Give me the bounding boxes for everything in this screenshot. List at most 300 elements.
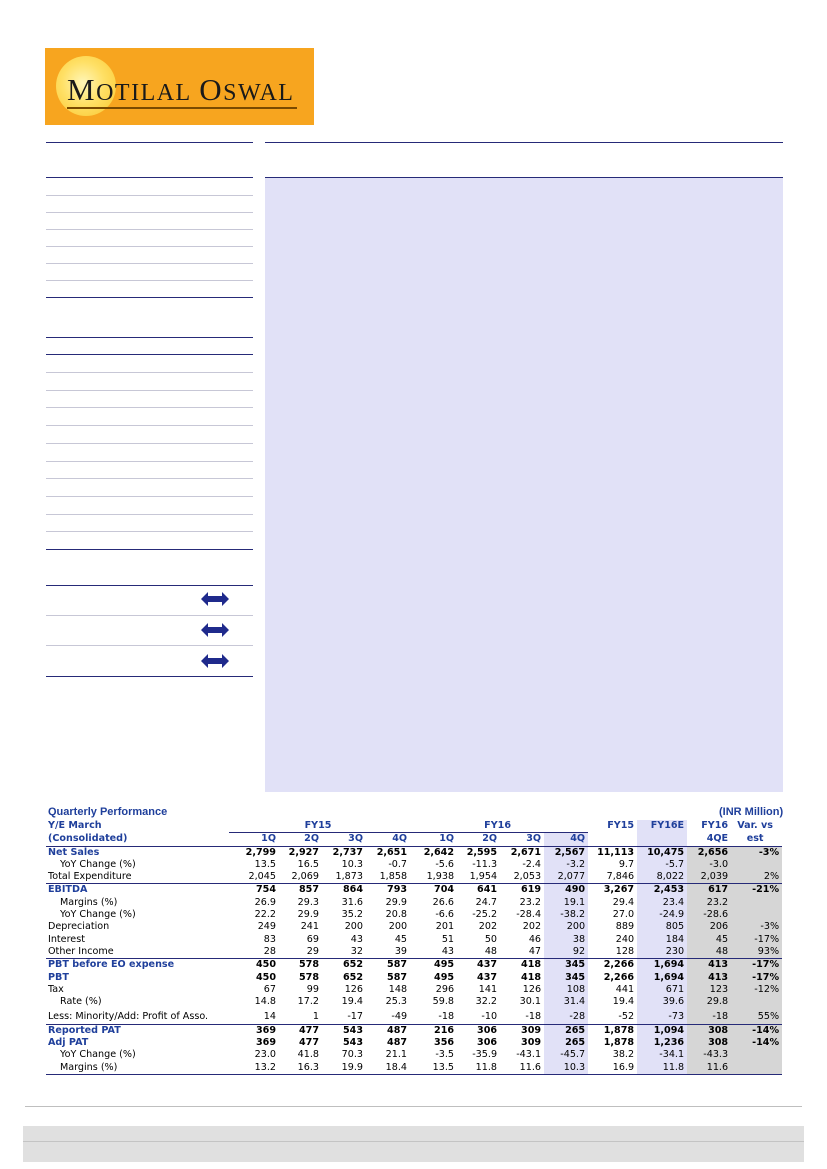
table-cell: 200: [388, 921, 408, 933]
table-cell: -28.4: [516, 909, 542, 921]
table-cell: -49: [391, 1011, 408, 1023]
table-cell: 1: [312, 1011, 319, 1023]
footer-rule: [25, 1106, 802, 1107]
table-cell: 441: [615, 983, 635, 995]
table-cell: 2,053: [513, 871, 542, 883]
logo-underline: [67, 107, 297, 109]
panel-top-rule: [265, 142, 783, 143]
table-cell: 1,094: [637, 1024, 687, 1037]
table-cell: 70.3: [341, 1049, 363, 1061]
table-cell: -35.9: [472, 1049, 498, 1061]
table-cell: 99: [306, 983, 319, 995]
table-title: Quarterly Performance: [48, 806, 168, 818]
table-cell: 413: [687, 972, 731, 984]
table-row: [46, 921, 782, 933]
table-row: [46, 1037, 782, 1049]
table-cell: 13.5: [254, 858, 276, 870]
table-cell: 1,694: [637, 959, 687, 972]
row-label: Tax: [48, 983, 64, 995]
table-cell: 28: [263, 945, 276, 957]
table-cell: 3,267: [588, 884, 637, 897]
table-row: [46, 959, 782, 972]
table-cell: 889: [615, 921, 635, 933]
sidebar-rule: [46, 514, 253, 515]
table-cell: [731, 909, 782, 921]
table-cell: -3.5: [435, 1049, 455, 1061]
table-cell: 11.6: [500, 1062, 544, 1075]
content-panel: [265, 177, 783, 792]
table-cell: -17%: [731, 959, 782, 972]
table-cell: -17%: [731, 934, 782, 946]
row-label: Depreciation: [48, 921, 110, 933]
table-cell: 265: [544, 1037, 588, 1049]
sidebar-rule: [46, 549, 253, 550]
table-cell: 10.3: [341, 858, 363, 870]
table-cell: 652: [342, 971, 363, 983]
table-cell: 450: [255, 971, 276, 983]
sidebar-rule: [46, 425, 253, 426]
table-cell: 1,954: [469, 871, 498, 883]
table-cell: 59.8: [432, 996, 455, 1008]
table-cell: 309: [500, 1024, 544, 1037]
table-cell: 29.3: [297, 896, 319, 908]
table-cell: 21.1: [385, 1049, 408, 1061]
table-cell: 47: [528, 945, 542, 957]
table-cell: 2,045: [248, 871, 276, 883]
table-cell: 2,453: [637, 884, 687, 897]
table-cell: 2,077: [544, 871, 588, 884]
sidebar-rule: [46, 496, 253, 497]
table-cell: 652: [322, 959, 366, 972]
table-cell: -24.9: [637, 909, 687, 921]
table-cell: 29.9: [297, 909, 319, 921]
sidebar-rule: [46, 280, 253, 281]
table-cell: 671: [637, 984, 687, 996]
table-cell: 8,022: [637, 871, 687, 884]
header-fy15a: FY15: [607, 820, 635, 832]
table-cell: 309: [521, 1037, 542, 1049]
table-cell: -17%: [731, 972, 782, 984]
sidebar-rule: [46, 478, 253, 479]
table-cell: 2,266: [603, 971, 635, 983]
row-label: PBT before EO expense: [46, 959, 229, 972]
table-cell: 29.4: [612, 896, 635, 908]
table-cell: 369: [229, 1024, 279, 1037]
table-cell: 41.8: [297, 1049, 319, 1061]
table-cell: 17.2: [297, 996, 319, 1008]
header-fy16q: FY16: [701, 820, 729, 832]
table-cell: 308: [687, 1024, 731, 1037]
sidebar-rule: [46, 390, 253, 391]
table-cell: 11.8: [457, 1062, 500, 1075]
table-row: [46, 871, 782, 884]
table-cell: 35.2: [341, 909, 363, 921]
table-cell: -52: [618, 1011, 635, 1023]
table-cell: 11,113: [597, 846, 635, 858]
header-fy16e: FY16E: [637, 820, 687, 833]
table-row: [46, 846, 782, 859]
table-cell: 26.9: [254, 896, 276, 908]
header-fy16q: 4QE: [687, 833, 731, 846]
table-cell: -28.6: [687, 909, 731, 921]
table-cell: 587: [366, 959, 410, 972]
table-cell: 123: [687, 984, 731, 996]
table-cell: 45: [394, 933, 408, 945]
table-row: [46, 897, 782, 909]
table-cell: 240: [615, 933, 635, 945]
table-cell: 265: [544, 1024, 588, 1037]
table-cell: 48: [484, 945, 498, 957]
header-fy15a: [588, 833, 637, 846]
logo-wordmark: MOTILAL OSWAL: [67, 72, 295, 107]
table-cell: 864: [322, 884, 366, 897]
footer-bar: [23, 1126, 804, 1162]
table-cell: 32: [350, 945, 363, 957]
table-cell: 1,878: [603, 1037, 635, 1049]
table-cell: 93%: [731, 946, 782, 959]
table-cell: -5.6: [435, 858, 455, 870]
header-var: Var. vs: [737, 820, 773, 832]
table-cell: 18.4: [366, 1062, 410, 1075]
table-cell: 23.0: [254, 1049, 276, 1061]
table-cell: 2,595: [466, 846, 498, 858]
row-label: Margins (%): [46, 1062, 229, 1075]
table-cell: [731, 897, 782, 909]
table-cell: 1,938: [426, 871, 455, 883]
table-cell: 2,656: [687, 846, 731, 859]
table-cell: 38.2: [612, 1049, 635, 1061]
table-cell: -12%: [731, 984, 782, 996]
table-cell: 2,651: [376, 846, 408, 858]
footer-bar-line: [23, 1141, 804, 1142]
table-cell: 23.2: [687, 897, 731, 909]
table-cell: 2,642: [423, 846, 455, 858]
table-cell: 23.4: [637, 897, 687, 909]
table-cell: 1,873: [335, 871, 363, 883]
row-label: YoY Change (%): [60, 858, 136, 870]
table-cell: 16.3: [279, 1062, 322, 1075]
table-cell: 754: [229, 884, 279, 897]
table-cell: 43: [350, 933, 363, 945]
table-header-row: [46, 833, 782, 846]
table-body: [46, 846, 782, 1074]
table-cell: 43: [441, 945, 455, 957]
header-fy16e: [637, 833, 687, 846]
table-cell: 128: [615, 945, 635, 957]
row-label: PBT: [48, 971, 69, 983]
table-cell: 38: [544, 934, 588, 946]
table-cell: 7,846: [606, 871, 635, 883]
table-cell: 14.8: [254, 996, 276, 1008]
table-cell: 413: [687, 959, 731, 972]
sidebar-rule: [46, 263, 253, 264]
table-row: [46, 1008, 782, 1024]
table-cell: 22.2: [254, 909, 276, 921]
table-cell: 13.5: [410, 1062, 457, 1075]
table-cell: 200: [344, 921, 363, 933]
table-cell: 30.1: [519, 996, 542, 1008]
table-cell: 495: [410, 959, 457, 972]
row-label: YoY Change (%): [60, 1049, 136, 1061]
table-cell: 39: [394, 945, 408, 957]
row-label: EBITDA: [46, 884, 229, 897]
table-cell: 92: [544, 946, 588, 959]
table-cell: 202: [478, 921, 498, 933]
table-cell: 206: [687, 921, 731, 933]
table-cell: 2%: [731, 871, 782, 884]
table-cell: [731, 996, 782, 1008]
table-cell: 641: [457, 884, 500, 897]
header-q: 3Q: [322, 833, 366, 846]
table-cell: 108: [544, 984, 588, 996]
table-cell: -14%: [731, 1037, 782, 1049]
row-label: Net Sales: [48, 846, 100, 858]
table-cell: -17: [347, 1011, 363, 1023]
table-cell: -21%: [731, 884, 782, 897]
table-cell: 19.9: [322, 1062, 366, 1075]
table-cell: 31.4: [544, 996, 588, 1008]
table-cell: 2,737: [332, 846, 363, 858]
table-cell: 200: [544, 921, 588, 933]
table-cell: -18: [687, 1008, 731, 1024]
sidebar-rule: [46, 531, 253, 532]
table-cell: -3%: [731, 921, 782, 933]
header-fy15: FY15: [229, 820, 410, 833]
table-cell: 11.6: [687, 1062, 731, 1075]
table-cell: 230: [637, 946, 687, 959]
table-cell: 1,694: [637, 972, 687, 984]
table-cell: 2,671: [510, 846, 542, 858]
table-cell: -5.7: [637, 859, 687, 871]
double-headed-arrow-icon: [201, 654, 229, 668]
table-cell: 2,927: [288, 846, 319, 858]
table-cell: 369: [255, 1037, 276, 1049]
table-cell: 2,266: [588, 959, 637, 972]
table-cell: 11.8: [637, 1062, 687, 1075]
table-cell: -10: [481, 1011, 498, 1023]
table-cell: 418: [521, 971, 542, 983]
table-cell: 704: [410, 884, 457, 897]
table-cell: -43.1: [516, 1049, 542, 1061]
table-cell: 25.3: [385, 996, 408, 1008]
table-cell: -3.0: [687, 859, 731, 871]
table-cell: 487: [366, 1024, 410, 1037]
table-cell: 55%: [731, 1008, 782, 1024]
table-cell: 9.7: [618, 858, 635, 870]
table-cell: 490: [544, 884, 588, 897]
table-cell: 126: [344, 983, 363, 995]
table-cell: 345: [544, 959, 588, 972]
row-label: Reported PAT: [46, 1024, 229, 1037]
header-q: 1Q: [410, 833, 457, 846]
row-label: Total Expenditure: [48, 871, 132, 883]
table-cell: 83: [263, 933, 276, 945]
header-q: 4Q: [366, 833, 410, 846]
table-cell: 578: [298, 971, 319, 983]
table-cell: 477: [279, 1024, 322, 1037]
table-cell: 126: [522, 983, 542, 995]
table-cell: 29.9: [385, 896, 408, 908]
double-headed-arrow-icon: [201, 623, 229, 637]
table-row: [46, 984, 782, 996]
table-cell: 2,039: [687, 871, 731, 884]
header-label: (Consolidated): [46, 833, 229, 846]
table-cell: 50: [484, 933, 498, 945]
header-q: 4Q: [544, 833, 588, 846]
table-cell: 857: [279, 884, 322, 897]
row-label: Less: Minority/Add: Profit of Asso.: [48, 1011, 209, 1023]
table-cell: 16.5: [297, 858, 319, 870]
row-label: Margins (%): [60, 896, 118, 908]
table-cell: -28: [544, 1008, 588, 1024]
sidebar-rule: [46, 461, 253, 462]
row-label: YoY Change (%): [60, 909, 136, 921]
table-row: [46, 1024, 782, 1037]
table-cell: -25.2: [472, 909, 498, 921]
table-cell: 19.4: [341, 996, 363, 1008]
table-cell: 16.9: [588, 1062, 637, 1075]
table-cell: 29: [306, 945, 319, 957]
table-row: [46, 1049, 782, 1061]
table-cell: 805: [637, 921, 687, 933]
sidebar-rule: [46, 246, 253, 247]
table-cell: -3%: [731, 846, 782, 859]
sidebar-rule: [46, 195, 253, 196]
table-cell: 487: [387, 1037, 408, 1049]
sidebar-rule: [46, 676, 253, 677]
table-cell: -18: [438, 1011, 455, 1023]
table-cell: 184: [637, 934, 687, 946]
sidebar-rule: [46, 229, 253, 230]
table-cell: 306: [457, 1024, 500, 1037]
table-cell: 2,567: [544, 846, 588, 859]
table-cell: 617: [687, 884, 731, 897]
sidebar-rule: [46, 142, 253, 143]
table-cell: -6.6: [435, 909, 455, 921]
table-cell: -3.2: [544, 859, 588, 871]
table-cell: 20.8: [385, 909, 408, 921]
table-row: [46, 884, 782, 897]
table-cell: -11.3: [472, 858, 498, 870]
table-cell: 308: [687, 1037, 731, 1049]
table-cell: 450: [229, 959, 279, 972]
table-cell: 45: [687, 934, 731, 946]
sidebar-rule: [46, 372, 253, 373]
table-cell: 543: [322, 1024, 366, 1037]
table-cell: 27.0: [612, 909, 635, 921]
header-q: 2Q: [279, 833, 322, 846]
table-header-row: [46, 820, 782, 833]
table-cell: 543: [342, 1037, 363, 1049]
table-cell: 148: [388, 983, 408, 995]
header-q: 1Q: [229, 833, 279, 846]
table-cell: 51: [441, 933, 455, 945]
table-cell: 2,069: [291, 871, 319, 883]
table-cell: 24.7: [475, 896, 498, 908]
table-cell: 437: [457, 959, 500, 972]
table-cell: -45.7: [544, 1049, 588, 1061]
table-cell: 306: [477, 1037, 498, 1049]
sidebar-rule: [46, 297, 253, 298]
table-row: [46, 909, 782, 921]
table-cell: 345: [544, 972, 588, 984]
header-var: est: [731, 833, 782, 846]
table-cell: -2.4: [522, 858, 542, 870]
header-label: Y/E March: [48, 820, 102, 832]
header-q: 3Q: [500, 833, 544, 846]
table-cell: 202: [522, 921, 542, 933]
table-cell: 23.2: [519, 896, 542, 908]
table-cell: 39.6: [637, 996, 687, 1008]
table-cell: 1,858: [379, 871, 408, 883]
sidebar-rule: [46, 443, 253, 444]
table-cell: 19.4: [612, 996, 635, 1008]
table-row: [46, 859, 782, 871]
table-cell: 477: [298, 1037, 319, 1049]
row-label: Other Income: [48, 945, 114, 957]
table-cell: 249: [257, 921, 276, 933]
table-cell: 418: [500, 959, 544, 972]
table-cell: 619: [500, 884, 544, 897]
table-cell: 14: [263, 1011, 276, 1023]
double-headed-arrow-icon: [201, 592, 229, 606]
table-cell: 69: [306, 933, 319, 945]
table-cell: 201: [435, 921, 455, 933]
sidebar-rule: [46, 645, 253, 646]
table-cell: 46: [528, 933, 542, 945]
table-cell: -73: [637, 1008, 687, 1024]
table-cell: 578: [279, 959, 322, 972]
table-cell: [731, 1062, 782, 1075]
sidebar-rule: [46, 354, 253, 355]
row-label: Adj PAT: [48, 1037, 89, 1049]
table-cell: [731, 1049, 782, 1061]
sidebar-rule: [46, 585, 253, 586]
table-cell: 437: [477, 971, 498, 983]
sidebar-rule: [46, 177, 253, 178]
row-label: Interest: [48, 933, 85, 945]
table-cell: -14%: [731, 1024, 782, 1037]
sidebar-rule: [46, 615, 253, 616]
table-row: [46, 946, 782, 959]
table-cell: -43.3: [687, 1049, 731, 1061]
sidebar-rule: [46, 212, 253, 213]
table-cell: 356: [434, 1037, 455, 1049]
table-row: [46, 1062, 782, 1075]
table-cell: 26.6: [432, 896, 455, 908]
table-cell: 13.2: [229, 1062, 279, 1075]
sidebar-rule: [46, 407, 253, 408]
table-cell: 241: [300, 921, 319, 933]
header-q: 2Q: [457, 833, 500, 846]
table-cell: 48: [687, 946, 731, 959]
table-unit: (INR Million): [719, 806, 784, 818]
table-cell: 67: [263, 983, 276, 995]
table-cell: -38.2: [544, 909, 588, 921]
table-cell: 10.3: [544, 1062, 588, 1075]
table-row: [46, 972, 782, 984]
table-cell: -34.1: [637, 1049, 687, 1061]
header-fy16: FY16: [410, 820, 588, 833]
table-cell: -0.7: [388, 858, 408, 870]
table-row: [46, 934, 782, 946]
table-row: [46, 996, 782, 1008]
table-cell: 1,878: [588, 1024, 637, 1037]
table-cell: 31.6: [341, 896, 363, 908]
row-label: Rate (%): [60, 996, 102, 1008]
table-cell: 587: [387, 971, 408, 983]
quarterly-performance-table: [46, 820, 782, 1075]
